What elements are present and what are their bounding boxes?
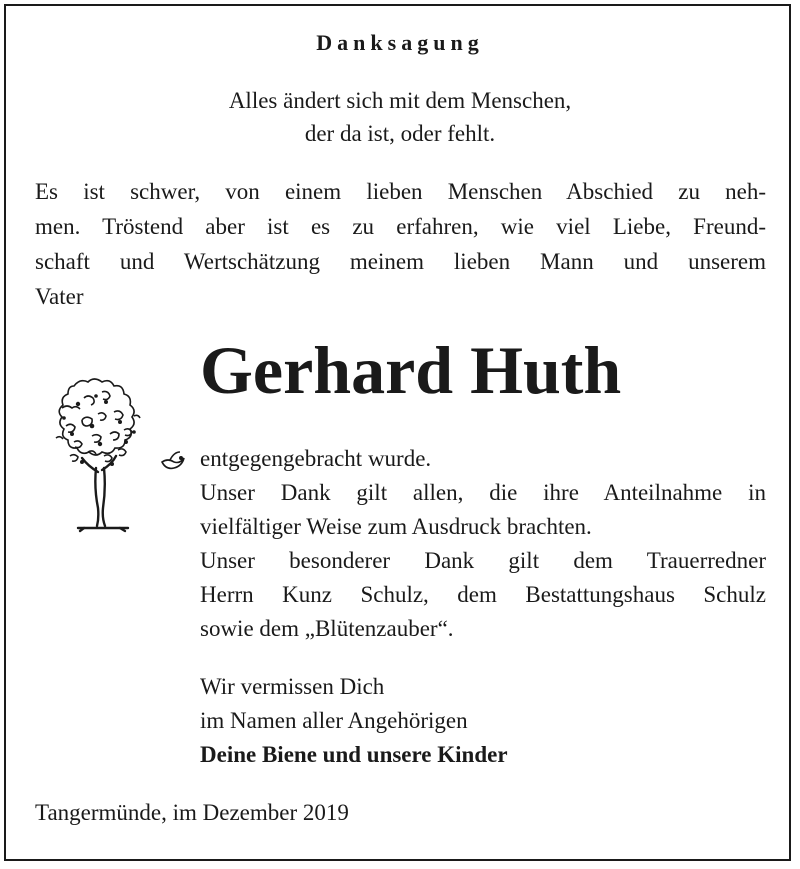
closing-line: Wir vermissen Dich [200,674,385,699]
notice-heading: Danksagung [316,30,484,55]
body-line: entgegengebracht wurde. [200,446,432,471]
body-line: Herrn Kunz Schulz, dem Bestattungshaus Schulz [200,582,766,607]
signature: Deine Biene und unsere Kinder [200,742,508,767]
deceased-name: Gerhard Huth [200,332,622,408]
motto-quote [0,84,800,150]
intro-line: Es ist schwer, von einem lieben Menschen Abschied zu neh- [35,179,766,204]
closing-block [200,670,508,772]
intro-paragraph [35,174,766,314]
body-line: sowie dem „Blütenzauber“. [200,616,454,641]
motto-line: Alles ändert sich mit dem Menschen, [228,88,572,113]
motto-line: der da ist, oder fehlt. [304,121,496,146]
intro-line: men. Tröstend aber ist es zu erfahren, wie viel Liebe, Freund- [35,214,766,239]
body-line: Unser Dank gilt allen, die ihre Anteilnahme in [200,480,766,505]
place-date: Tangermünde, im Dezember 2019 [35,800,349,825]
closing-line: im Namen aller Angehörigen [200,708,468,733]
intro-line: Vater [35,284,84,309]
tree-with-bird-icon [34,368,194,538]
intro-line: schaft und Wertschätzung meinem lieben Mann und unserem [35,249,766,274]
body-paragraph [200,442,766,646]
body-line: vielfältiger Weise zum Ausdruck brachten. [200,514,592,539]
body-line: Unser besonderer Dank gilt dem Trauerredner [200,548,766,573]
